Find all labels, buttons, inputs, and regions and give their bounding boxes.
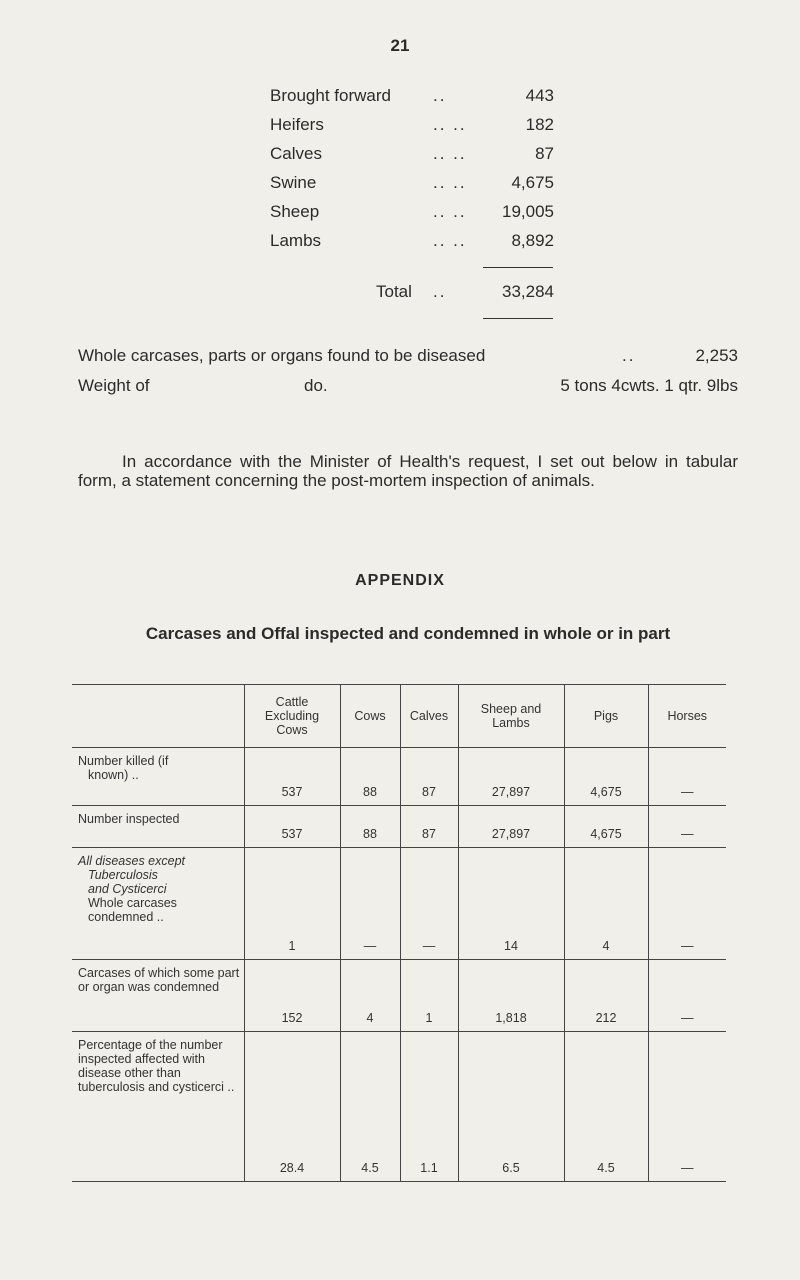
row-label [72, 806, 244, 848]
row-label [72, 960, 244, 1032]
row-label-line: All diseases except [78, 854, 186, 868]
table-cell: — [400, 848, 458, 960]
header-blank [72, 685, 244, 748]
weight-label: Weight of [78, 376, 150, 395]
row-label-line: Number inspected [78, 812, 180, 826]
row-label-line: Tuberculosis [88, 868, 158, 882]
table-header-row [72, 685, 726, 748]
intro-paragraph: In accordance with the Minister of Health's request, I set out below in tabular form, a statement concerning the post-mortem inspection of animals. [78, 452, 738, 490]
summary-label: Sheep [270, 202, 320, 221]
carcase-inspection-table [72, 684, 726, 1182]
row-label-line: Percentage of the number inspected affected with disease other than tuberculosis and cysticerci .. [78, 1038, 235, 1094]
table-cell: 1 [244, 848, 340, 960]
table-cell: 4 [564, 848, 648, 960]
row-label [72, 848, 244, 960]
slaughter-summary [270, 86, 570, 301]
weight-value: 5 tons 4cwts. 1 qtr. 9lbs [560, 376, 738, 395]
table-cell: 4.5 [564, 1032, 648, 1182]
table-cell: — [648, 960, 726, 1032]
summary-row [270, 202, 570, 231]
summary-value: 182 [525, 115, 554, 134]
table-cell: 6.5 [458, 1032, 564, 1182]
row-label-line: condemned .. [88, 910, 164, 924]
summary-row [270, 231, 570, 260]
table-cell: — [648, 1032, 726, 1182]
summary-total-row [270, 282, 570, 311]
weight-ditto: do. [304, 376, 328, 395]
summary-row [270, 86, 570, 115]
leader-dots: .. .. [433, 115, 467, 134]
table-row [72, 848, 726, 960]
leader-dots: .. [433, 282, 447, 301]
table-cell: — [648, 848, 726, 960]
table-cell: 1.1 [400, 1032, 458, 1182]
table-cell: 27,897 [458, 806, 564, 848]
summary-row [270, 115, 570, 144]
diseased-label: Whole carcases, parts or organs found to be diseased [78, 346, 486, 365]
row-label [72, 748, 244, 806]
table-cell: 4 [340, 960, 400, 1032]
row-label-line: and Cysticerci [88, 882, 167, 896]
row-label [72, 1032, 244, 1182]
table-cell: 1,818 [458, 960, 564, 1032]
leader-dots: .. .. [433, 173, 467, 192]
summary-label: Heifers [270, 115, 324, 134]
total-value: 33,284 [502, 282, 554, 301]
column-header: Sheep and Lambs [458, 685, 564, 748]
total-rule-top [483, 267, 553, 268]
table-row [72, 806, 726, 848]
summary-row [270, 144, 570, 173]
table-cell: 4,675 [564, 806, 648, 848]
table-cell: 212 [564, 960, 648, 1032]
leader-dots: .. [622, 346, 636, 365]
summary-value: 87 [535, 144, 554, 163]
summary-label: Lambs [270, 231, 322, 250]
table-cell: 537 [244, 748, 340, 806]
table-cell: — [648, 748, 726, 806]
table-cell: 14 [458, 848, 564, 960]
page-number: 21 [390, 36, 410, 55]
summary-row [270, 173, 570, 202]
leader-dots: .. [433, 86, 447, 105]
table-cell: 27,897 [458, 748, 564, 806]
table-row [72, 960, 726, 1032]
column-header: Cows [340, 685, 400, 748]
leader-dots: .. .. [433, 202, 467, 221]
column-header: Horses [648, 685, 726, 748]
summary-label: Calves [270, 144, 322, 163]
summary-label: Brought forward [270, 86, 391, 105]
appendix-heading: APPENDIX [355, 572, 445, 589]
summary-value: 4,675 [511, 173, 554, 192]
summary-value: 443 [525, 86, 554, 105]
row-label-line: Carcases of which some part or organ was condemned [78, 966, 240, 994]
table-row [72, 748, 726, 806]
table-cell: — [648, 806, 726, 848]
column-header: Calves [400, 685, 458, 748]
table-cell: 537 [244, 806, 340, 848]
leader-dots: .. .. [433, 231, 467, 250]
table-title: Carcases and Offal inspected and condemned in whole or in part [145, 624, 671, 643]
row-label-line: Number killed (if [78, 754, 169, 768]
row-label-line: Whole carcases [88, 896, 177, 910]
table-cell: 152 [244, 960, 340, 1032]
row-label-line: known) .. [88, 768, 139, 782]
summary-value: 19,005 [502, 202, 554, 221]
column-header: Cattle Excluding Cows [244, 685, 340, 748]
table-cell: — [340, 848, 400, 960]
diseased-value: 2,253 [695, 346, 738, 365]
summary-label: Swine [270, 173, 317, 192]
table-cell: 88 [340, 748, 400, 806]
table-cell: 88 [340, 806, 400, 848]
column-header: Pigs [564, 685, 648, 748]
table-row [72, 1032, 726, 1182]
table-cell: 87 [400, 806, 458, 848]
table-cell: 4.5 [340, 1032, 400, 1182]
table-cell: 87 [400, 748, 458, 806]
total-rule-bottom [483, 318, 553, 319]
table-cell: 28.4 [244, 1032, 340, 1182]
summary-value: 8,892 [511, 231, 554, 250]
table-cell: 1 [400, 960, 458, 1032]
total-label: Total [376, 282, 412, 301]
table-cell: 4,675 [564, 748, 648, 806]
leader-dots: .. .. [433, 144, 467, 163]
